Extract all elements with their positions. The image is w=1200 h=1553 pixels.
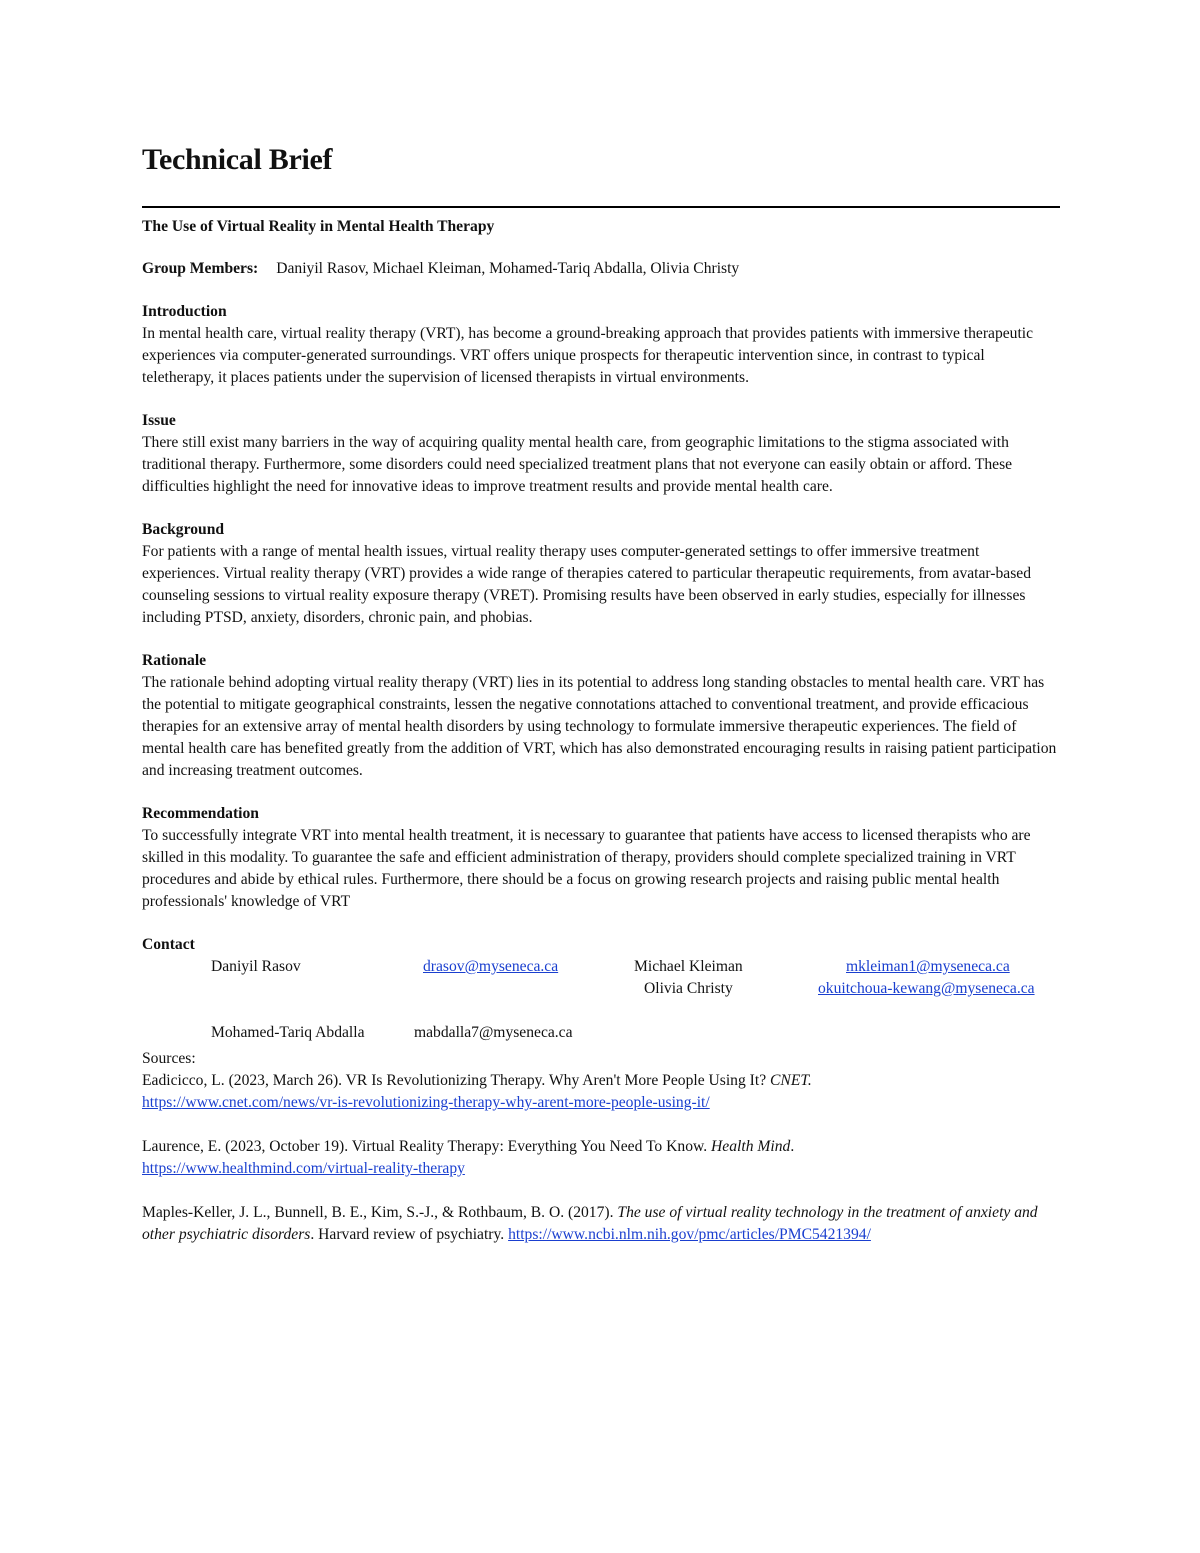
section-heading: Recommendation [142, 805, 259, 822]
section-body: To successfully integrate VRT into mental health treatment, it is necessary to guarantee that patients have access to licensed therapists who are skilled in this modality. To guarantee the safe and efficient administration of therapy, providers should complete specialized training in VRT procedures and abide by ethical rules. Furthermore, there should be a focus on growing research projects and raising public mental health professionals' knowledge of VRT [142, 827, 1031, 910]
section-recommendation [142, 803, 1060, 913]
contact-name: Daniyil Rasov [211, 958, 301, 975]
section-heading: Rationale [142, 652, 207, 669]
section-heading: Background [142, 521, 225, 538]
source-citation [142, 1070, 1060, 1114]
citation-publication: The use of virtual reality technology in the treatment of anxiety and other psychiatric disorders [142, 1204, 1038, 1243]
contact-name: Mohamed-Tariq Abdalla [211, 1024, 365, 1041]
citation-url-link[interactable]: https://www.cnet.com/news/vr-is-revolutionizing-therapy-why-arent-more-people-using-it/ [142, 1094, 710, 1111]
citation-after: . Harvard review of psychiatry. [310, 1226, 509, 1243]
contact-email-link[interactable]: drasov@myseneca.ca [423, 958, 559, 975]
page-title: Technical Brief [142, 143, 333, 176]
group-members [142, 258, 1060, 280]
section-body: The rationale behind adopting virtual reality therapy (VRT) lies in its potential to address long standing obstacles to mental health care. VRT has the potential to mitigate geographical constraints, lessen the negative connotations attached to conventional treatment, and provide efficacious therapies for an extensive array of mental health disorders by using technology to formulate immersive therapeutic experiences. The field of mental health care has benefited greatly from the addition of VRT, which has also demonstrated encouraging results in raising patient participation and increasing treatment outcomes. [142, 674, 1057, 779]
contact-email-link[interactable]: mkleiman1@myseneca.ca [846, 958, 1010, 975]
citation-text: Laurence, E. (2023, October 19). Virtual Reality Therapy: Everything You Need To Know. [142, 1138, 712, 1155]
source-citation [142, 1136, 1060, 1180]
citation-publication: Health Mind [711, 1138, 791, 1155]
contact-email: mabdalla7@myseneca.ca [414, 1024, 573, 1041]
contact-email-link[interactable]: okuitchoua-kewang@myseneca.ca [818, 980, 1035, 997]
citation-text: Eadicicco, L. (2023, March 26). VR Is Revolutionizing Therapy. Why Aren't More People Using It? [142, 1072, 771, 1089]
group-members-list: Daniyil Rasov, Michael Kleiman, Mohamed-Tariq Abdalla, Olivia Christy [276, 260, 740, 277]
section-rationale [142, 650, 1060, 782]
source-citation [142, 1202, 1060, 1246]
section-issue [142, 410, 1060, 498]
section-heading: Issue [142, 412, 176, 429]
citation-publication: CNET. [770, 1072, 812, 1089]
citation-text: Maples-Keller, J. L., Bunnell, B. E., Kim, S.-J., & Rothbaum, B. O. (2017). [142, 1204, 618, 1221]
document-content [142, 140, 1060, 1246]
citation-after: . [790, 1138, 795, 1155]
section-heading: Introduction [142, 303, 227, 320]
group-members-label: Group Members: [142, 260, 259, 277]
section-background [142, 519, 1060, 629]
section-introduction [142, 301, 1060, 389]
document-subtitle: The Use of Virtual Reality in Mental Health Therapy [142, 218, 495, 235]
section-body: There still exist many barriers in the way of acquiring quality mental health care, from geographic limitations to the stigma associated with traditional therapy. Furthermore, some disorders could need specialized treatment plans that not everyone can easily obtain or afford. These difficulties highlight the need for innovative ideas to improve treatment results and provide mental health care. [142, 434, 1013, 495]
contact-name: Olivia Christy [644, 980, 733, 997]
section-body: In mental health care, virtual reality therapy (VRT), has become a ground-breaking approach that provides patients with immersive therapeutic experiences via computer-generated surroundings. VRT offers unique prospects for therapeutic intervention since, in contrast to typical teletherapy, it places patients under the supervision of licensed therapists in virtual environments. [142, 325, 1034, 386]
citation-url-link[interactable]: https://www.ncbi.nlm.nih.gov/pmc/articles/PMC5421394/ [508, 1226, 871, 1243]
contact-list [142, 956, 1060, 1048]
title-divider [142, 206, 1060, 208]
citation-url-link[interactable]: https://www.healthmind.com/virtual-reality-therapy [142, 1160, 465, 1177]
section-body: For patients with a range of mental health issues, virtual reality therapy uses computer-generated settings to offer immersive treatment experiences. Virtual reality therapy (VRT) provides a wide range of therapies catered to particular therapeutic requirements, from avatar-based counseling sessions to virtual reality exposure therapy (VRET). Promising results have been observed in early studies, especially for illnesses including PTSD, anxiety, disorders, chronic pain, and phobias. [142, 543, 1032, 626]
contact-name: Michael Kleiman [634, 958, 743, 975]
contact-heading: Contact [142, 936, 195, 953]
sources-label: Sources: [142, 1050, 196, 1067]
